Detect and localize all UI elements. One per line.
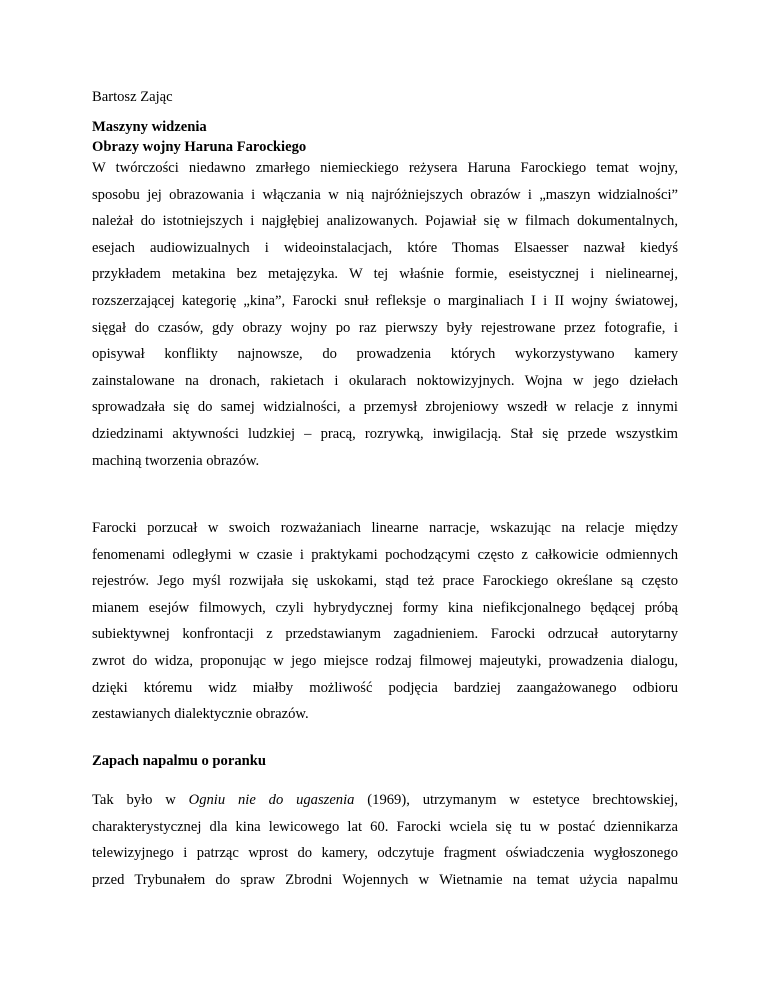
paragraph-line: sięgał do czasów, gdy obrazy wojny po raz pierwszy były rejestrowane przez fotografie, i: [92, 319, 678, 336]
section-heading: Zapach napalmu o poranku: [92, 753, 266, 769]
document-title: [92, 117, 306, 157]
paragraph-1: [92, 155, 678, 474]
paragraph-line: sprowadzała się do samej widzialności, a przemysł zbrojeniowy wszedł w relacje z innymi: [92, 399, 678, 416]
text-before-film-title: Tak było w: [92, 792, 189, 808]
paragraph-line: esejach audiowizualnych i wideoinstalacjach, które Thomas Elsaesser nazwał kiedyś: [92, 239, 678, 256]
paragraph-line: subiektywnej konfrontacji z przedstawianym zagadnieniem. Farocki odrzucał autorytarny: [92, 626, 678, 643]
paragraph-2: [92, 515, 678, 728]
paragraph-line: opisywał konflikty najnowsze, do prowadzenia których wykorzystywano kamery: [92, 346, 678, 363]
paragraph-line: machiną tworzenia obrazów.: [92, 452, 260, 469]
paragraph-line: dziedzinami aktywności ludzkiej – pracą, rozrywką, inwigilacją. Stał się przede wszystkim: [92, 425, 678, 442]
film-title: Ogniu nie do ugaszenia: [188, 792, 355, 808]
paragraph-line: telewizyjnego i patrząc wprost do kamery, odczytuje fragment oświadczenia wygłoszonego: [92, 845, 678, 862]
title-line-2: Obrazy wojny Haruna Farockiego: [92, 139, 307, 155]
paragraph-line: sposobu jej obrazowania i włączania w nią najróżniejszych obrazów i „maszyn widzialności”: [92, 186, 678, 203]
paragraph-line: W twórczości niedawno zmarłego niemieckiego reżysera Haruna Farockiego temat wojny,: [92, 160, 678, 176]
paragraph-line: rejestrów. Jego myśl rozwijała się uskokami, stąd też prace Farockiego określane są często: [92, 573, 678, 590]
paragraph-line: należał do istotniejszych i najgłębiej analizowanych. Pojawiał się w filmach dokumentalnych,: [92, 213, 678, 230]
paragraph-line: rozszerzającej kategorię „kina”, Farocki snuł refleksje o marginaliach I i II wojny światowej,: [92, 292, 678, 309]
paragraph-line: zwrot do widza, proponując w jego miejsce rodzaj filmowej majeutyki, prowadzenia dialogu,: [92, 652, 678, 669]
paragraph-line: mianem esejów filmowych, czyli hybrydycznej formy kina niefikcjonalnego będącej próbą: [92, 599, 678, 616]
paragraph-line: charakterystycznej dla kina lewicowego lat 60. Farocki wciela się tu w postać dziennikarza: [92, 818, 678, 835]
paragraph-line: fenomenami odległymi w czasie i praktykami pochodzącymi często z całkowicie odmiennych: [92, 546, 678, 563]
paragraph-line: zestawianych dialektycznie obrazów.: [92, 706, 309, 723]
paragraph-line: Farocki porzucał w swoich rozważaniach linearne narracje, wskazując na relacje między: [92, 520, 678, 536]
paragraph-3: [92, 787, 678, 893]
paragraph-line: przed Trybunałem do spraw Zbrodni Wojennych w Wietnamie na temat użycia napalmu: [92, 871, 678, 888]
paragraph-line: zainstalowane na dronach, rakietach i okularach noktowizyjnych. Wojna w jego dziełach: [92, 372, 678, 389]
paragraph-line: przykładem metakina bez metajęzyka. W tej właśnie formie, eseistycznej i nielinearnej,: [92, 266, 678, 283]
title-line-1: Maszyny widzenia: [92, 119, 207, 135]
text-after-film-title: (1969), utrzymanym w estetyce brechtowskiej,: [354, 792, 679, 808]
paragraph-line-with-film-title: [92, 787, 678, 814]
author-name: Bartosz Zając: [92, 89, 173, 105]
paragraph-line: dzięki któremu widz miałby możliwość podjęcia bardziej zaangażowanego odbioru: [92, 679, 678, 696]
